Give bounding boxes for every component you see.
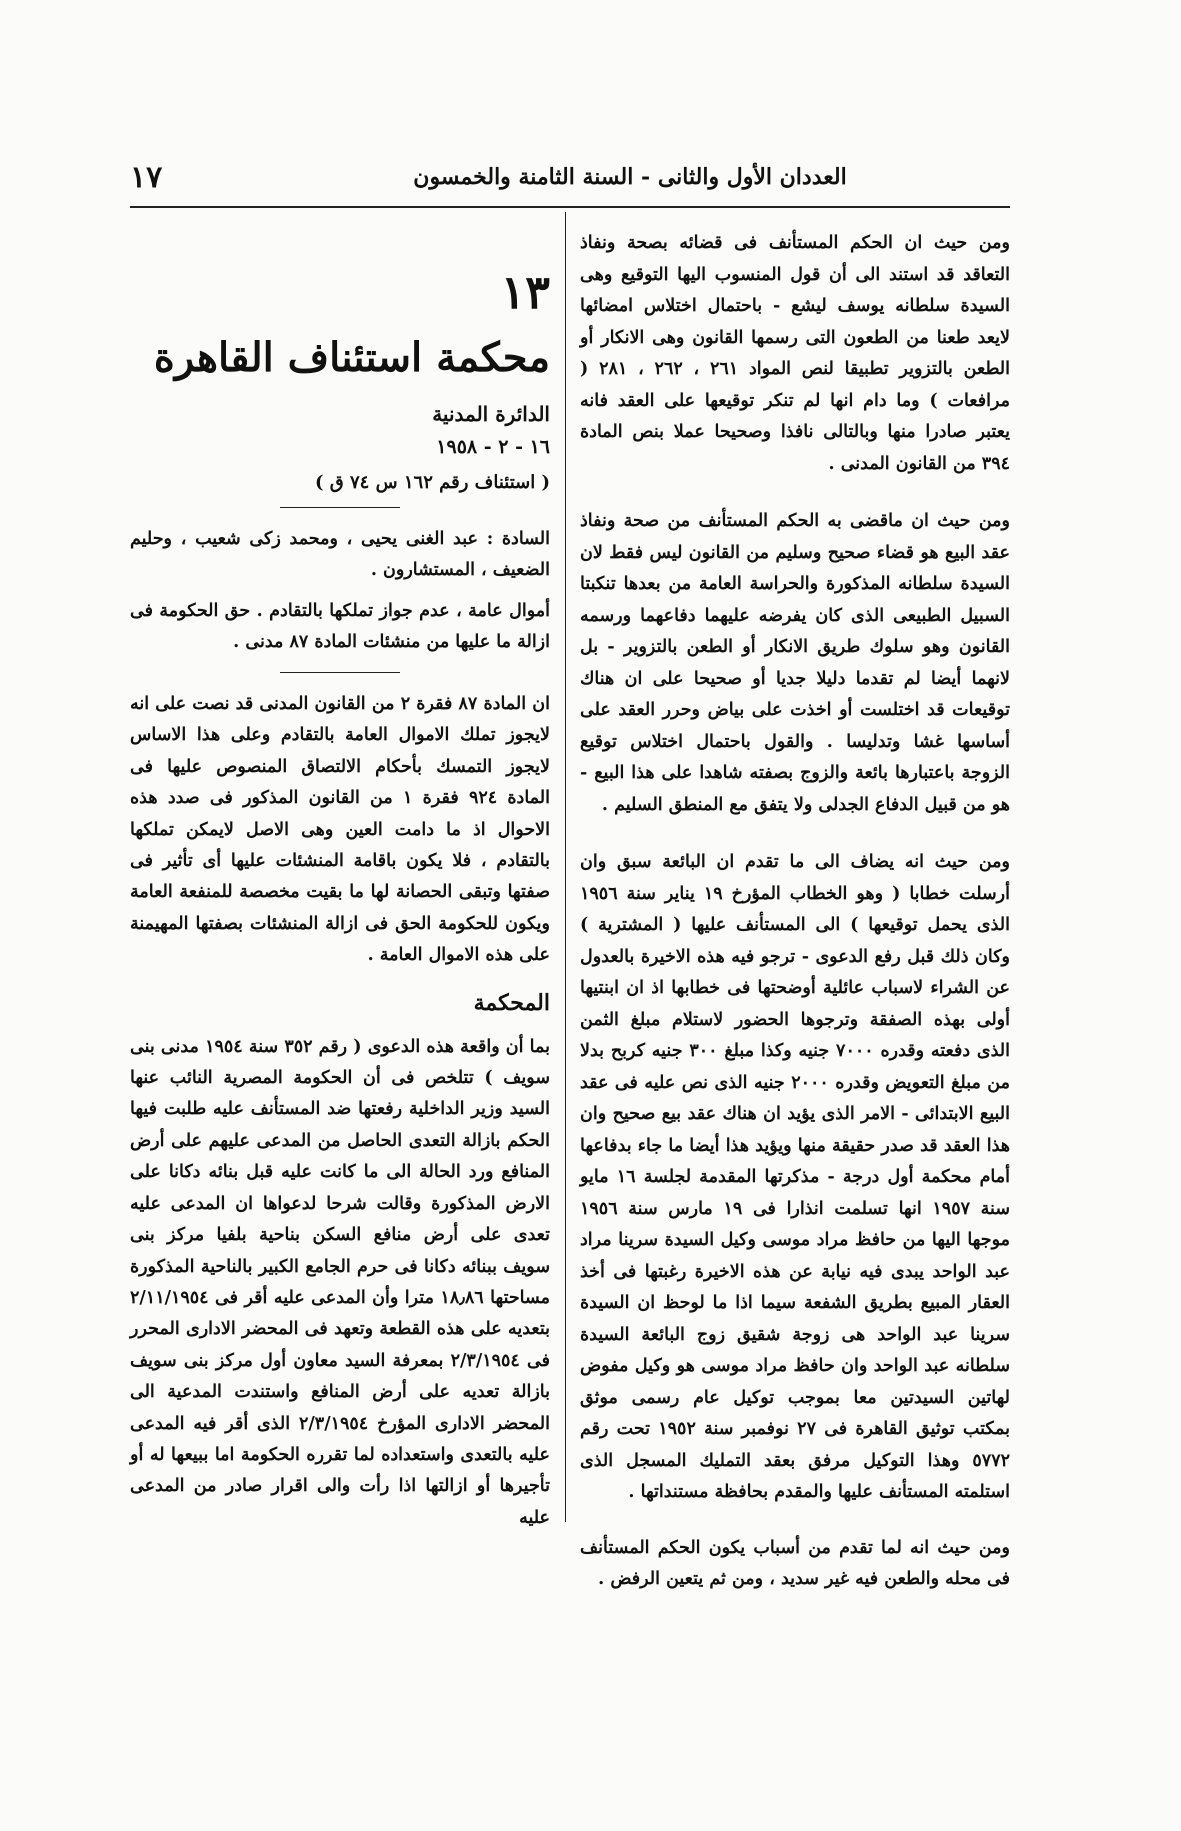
left-column: [130, 228, 550, 1544]
running-title: العددان الأول والثانى - السنة الثامنة والخمسون: [413, 164, 847, 190]
right-column: [580, 228, 1010, 1622]
appeal-reference: ( استئناف رقم ١٦٢ س ٧٤ ق ): [314, 472, 550, 493]
legal-principle: ان المادة ٨٧ فقرة ٢ من القانون المدنى قد نصت على انه لايجوز تملك الاموال العامة بالتقادم وعلى هذا الاساس لايجوز التمسك بأحكام الالتصاق المنصوص عليها فى المادة ٩٢٤ فقرة ١ من القانون المذكور فى صدد هذه الاحوال اذ ما دامت العين وهى الاصل لايمكن تملكها بالتقادم ، فلا يكون باقامة المنشئات عليها أى تأثير فى صفتها وتبقى الحصانة لها ما بقيت مخصصة للمنفعة العامة ويكون للحكومة الحق فى ازالة المنشئات بصفتها المهيمنة على هذه الاموال العامة .: [130, 694, 550, 966]
headnote: أموال عامة ، عدم جواز تملكها بالتقادم . حق الحكومة فى ازالة ما عليها من منشئات المادة ٨٧ مدنى .: [130, 601, 550, 652]
judges-panel: السادة : عبد الغنى يحيى ، ومحمد زكى شعيب ، وحليم الضعيف ، المستشارون .: [130, 529, 550, 580]
court-heading: المحكمة: [473, 989, 550, 1016]
court-name: محكمة استئناف القاهرة: [153, 334, 550, 381]
column-divider: [565, 212, 566, 1522]
page-number: ١٧: [130, 160, 163, 195]
page-header: [130, 160, 1010, 204]
ruling-text: بما أن واقعة هذه الدعوى ( رقم ٣٥٢ سنة ١٩٥٤ مدنى بنى سويف ) تتلخص فى أن الحكومة المصرية النائب عنها السيد وزير الداخلية رفعتها ضد المستأنف عليه طلبت فيها الحكم بازالة التعدى الحاصل من المدعى عليهم على أرض المنافع ورد الحالة الى ما كانت عليه قبل بنائه دكانا على الارض المذكورة وقالت شرحا لدعواها ان المدعى عليه تعدى على أرض منافع السكن بناحية بلفيا مركز بنى سويف ببنائه دكانا فى حرم الجامع الكبير بالناحية المذكورة مساحتها ١٨٫٨٦ مترا وأن المدعى عليه أقر فى ٢/١١/١٩٥٤ بتعديه على هذه القطعة وتعهد فى المحضر الادارى المحرر فى ٢/٣/١٩٥٤ بمعرفة السيد معاون أول مركز بنى سويف بازالة تعديه على أرض المنافع واستندت المدعية الى المحضر الادارى المؤرخ ٢/٣/١٩٥٤ الذى أقر فيه المدعى عليه بالتعدى واستعداده لما تقرره الحكومة اما ببيعها له أو تأجيرها أو ازالتها اذا رأت والى اقرار صادر من المدعى عليه: [130, 1036, 551, 1528]
right-paragraph-3: ومن حيث انه يضاف الى ما تقدم ان البائعة سبق وان أرسلت خطابا ( وهو الخطاب المؤرخ ١٩ يناير سنة ١٩٥٦ الذى يحمل توقيعها ) الى المستأنف عليها ( المشترية ) وكان ذلك قبل رفع الدعوى - ترجو فيه هذه الاخيرة بالعدول عن الشراء لاسباب عائلية أوضحتها فى خطابها اذ ان ابنتيها أولى بهذه الصفقة وترجوها الحضور لاستلام مبلغ الثمن الذى دفعته وقدره ٧٠٠٠ جنيه وكذا مبلغ ٣٠٠ جنيه كربح بدلا من مبلغ التعويض وقدره ٢٠٠٠ جنيه الذى نص عليه فى عقد البيع الابتدائى - الامر الذى يؤيد ان هناك عقد بيع صحيح وان هذا العقد قد صدر حقيقة منها ويؤيد هذا أيضا ما جاء بدفاعها أمام محكمة أول درجة - مذكرتها المقدمة لجلسة ١٦ مايو سنة ١٩٥٧ انها تسلمت انذارا فى ١٩ مارس سنة ١٩٥٦ موجها اليها من حافظ مراد موسى وكيل السيدة سرينا مراد عبد الواحد يبدى فيه نيابة عن هذه الاخيرة رغبتها فى أخذ العقار المبيع بطريق الشفعة سيما اذا ما لوحظ ان السيدة سرينا عبد الواحد هى زوجة شقيق زوج البائعة السيدة سلطانه عبد الواحد وان حافظ مراد موسى هو وكيل مفوض لهاتين السيدتين معا بموجب توكيل عام رسمى موثق بمكتب توثيق القاهرة فى ٢٧ نوفمبر سنة ١٩٥٢ تحت رقم ٥٧٧٢ وهذا التوكيل مرفق بعقد التمليك المسجل الذى استلمته المستأنف عليها والمقدم بحافظة مستنداتها .: [580, 852, 1011, 1502]
circuit-name: الدائرة المدنية: [432, 402, 550, 426]
right-paragraph-1: ومن حيث ان الحكم المستأنف فى قضائه بصحة ونفاذ التعاقد قد استند الى أن قول المنسوب اليها التوقيع وهى السيدة سلطانه يوسف ليشع - باحتمال اختلاس امضائها لايعد طعنا من الطعون التى رسمها القانون وهى الانكار أو الطعن بالتزوير تطبيقا لنص المواد ٢٦١ ، ٢٦٢ ، ٢٨١ ( مرافعات ) وما دام انها لم تنكر توقيعها على العقد فانه يعتبر صادرا منها وبالتالى نافذا وصحيحا عملا بنص المادة ٣٩٤ من القانون المدنى .: [580, 233, 1010, 474]
separator-rule: [280, 507, 400, 508]
case-number: ١٣: [500, 265, 550, 319]
separator-rule-2: [280, 672, 400, 673]
case-date: ١٦ - ٢ - ١٩٥٨: [436, 436, 550, 458]
header-rule: [130, 206, 1010, 208]
right-paragraph-2: ومن حيث ان ماقضى به الحكم المستأنف من صحة ونفاذ عقد البيع هو قضاء صحيح وسليم من القانون ليس فقط لان السيدة سلطانه المذكورة والحراسة العامة من بعدها تنكبتا السبيل الطبيعى الذى كان يفرضه عليهما دفاعهما ورسمه القانون وهو سلوك طريق الانكار أو الطعن بالتزوير - بل لانهما أيضا لم تقدما دليلا جديا أو صحيحا على ان هناك توقيعات قد اختلست أو اخذت على بياض وحرر العقد على أساسها غشا وتدليسا . والقول باحتمال اختلاس توقيع الزوجة باعتبارها بائعة والزوج بصفته شاهدا على هذا البيع - هو من قبيل الدفاع الجدلى ولا يتفق مع المنطق السليم .: [580, 511, 1010, 815]
right-paragraph-4: ومن حيث انه لما تقدم من أسباب يكون الحكم المستأنف فى محله والطعن فيه غير سديد ، ومن ثم يتعين الرفض .: [580, 1537, 1010, 1589]
